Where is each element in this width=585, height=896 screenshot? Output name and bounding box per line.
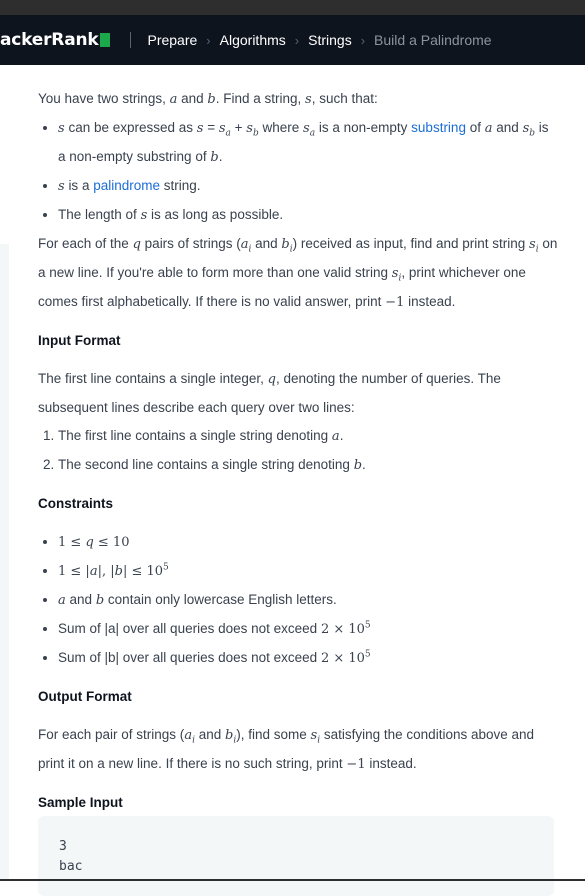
logo-mark-icon bbox=[100, 33, 110, 47]
input-format-text: The first line contains a single integer, q, denoting the number of queries. The subsequent lines describe each query over two lines: bbox=[38, 371, 501, 415]
queries-paragraph: For each of the q pairs of strings ($a_i$ and $b_i$) received as input, find and print string $s_i$ on a new line. If you're able to form more than one valid string $s_i$, print whichever one comes first alphabetically. If there is no valid answer, print −1 instead. bbox=[38, 236, 558, 310]
sample-input-text: 3 bac bbox=[59, 839, 83, 874]
intro-paragraph: You have two strings, a and b. Find a string, s, such that: bbox=[38, 91, 378, 107]
hackerrank-logo[interactable] bbox=[0, 30, 110, 50]
sample-input-code-block[interactable] bbox=[38, 816, 554, 896]
list-item: • The length of s is as long as possible. bbox=[58, 201, 558, 230]
chevron-right-icon: › bbox=[206, 32, 211, 48]
list-item: • s can be expressed as $s = s_a + s_b$ where $s_a$ is a non-empty substring of a and $s_b$ is a non-empty substring of b. bbox=[58, 114, 558, 172]
nav-divider bbox=[130, 32, 131, 48]
breadcrumb-strings[interactable]: Strings bbox=[308, 32, 352, 48]
list-item: • s is a palindrome string. bbox=[58, 172, 558, 201]
list-item: • 1 ≤ |a|, $|b| \le 10^5$ bbox=[58, 557, 558, 586]
breadcrumb-algorithms[interactable]: Algorithms bbox=[219, 32, 286, 48]
breadcrumb-current-problem: Build a Palindrome bbox=[374, 32, 492, 48]
output-format-heading: Output Format bbox=[38, 689, 132, 704]
problem-statement bbox=[38, 65, 558, 817]
requirements-list bbox=[38, 114, 558, 230]
input-format-list bbox=[38, 422, 558, 480]
constraints-list bbox=[38, 528, 558, 673]
window-top-strip bbox=[0, 0, 585, 15]
breadcrumb-prepare[interactable]: Prepare bbox=[147, 32, 198, 48]
list-item: • Sum of |b| over all queries does not exceed $2 \times 10^5$ bbox=[58, 644, 558, 673]
chevron-right-icon: › bbox=[360, 32, 366, 48]
list-item: • 1 ≤ q ≤ 10 bbox=[58, 528, 558, 557]
substring-link[interactable]: substring bbox=[411, 120, 466, 135]
constraints-heading: Constraints bbox=[38, 496, 114, 511]
list-item: 1. The first line contains a single string denoting a. bbox=[58, 422, 558, 451]
list-item: 2. The second line contains a single string denoting b. bbox=[58, 451, 558, 480]
output-format-text: For each pair of strings ($a_i$ and $b_i$), find some $s_i$ satisfying the conditions above and print it on a new line. If there is no such string, print −1 instead. bbox=[38, 727, 535, 772]
list-item: • a and b contain only lowercase English letters. bbox=[58, 586, 558, 615]
top-navbar bbox=[0, 15, 585, 65]
side-panel-edge bbox=[0, 244, 9, 881]
sample-input-heading: Sample Input bbox=[38, 795, 123, 810]
palindrome-link[interactable]: palindrome bbox=[93, 178, 161, 193]
logo-text: ackerRank bbox=[0, 30, 99, 50]
chevron-right-icon: › bbox=[294, 32, 300, 48]
list-item: • Sum of |a| over all queries does not exceed $2 \times 10^5$ bbox=[58, 615, 558, 644]
input-format-heading: Input Format bbox=[38, 333, 121, 348]
